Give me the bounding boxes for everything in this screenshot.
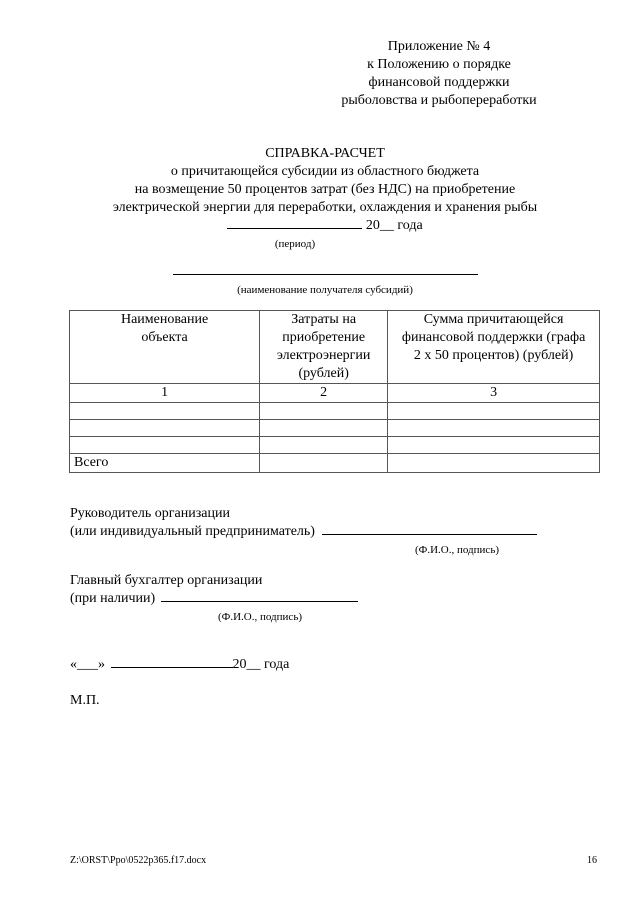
period-caption: (период) [274,238,316,250]
head-subtitle: (или индивидуальный предприниматель) [70,524,315,539]
table-cell[interactable] [388,420,600,437]
table-cell[interactable] [260,437,388,454]
accountant-signature-caption: (Ф.И.О., подпись) [218,611,302,623]
table-cell[interactable] [388,437,600,454]
head-signature-caption: (Ф.И.О., подпись) [415,544,499,556]
accountant-subtitle: (при наличии) [70,591,156,606]
date-year-suffix: 20__ года [232,657,290,672]
accountant-title: Главный бухгалтер организации [70,573,263,588]
recipient-blank[interactable] [173,274,478,275]
title-line: о причитающейся субсидии из областного бюджета [170,164,480,179]
total-label: Всего [70,454,260,473]
head-signature-block [70,505,537,559]
appendix-line: Приложение № 4 [387,39,491,54]
date-day[interactable]: «___» [70,657,105,672]
column-number: 1 [70,384,260,403]
total-row [70,454,600,473]
title-line: электрической энергии для переработки, охлаждения и хранения рыбы [112,200,538,215]
page-number: 16 [587,855,597,866]
table-row [70,403,600,420]
column-header-object: Наименование объекта [70,311,260,384]
column-number-row [70,384,600,403]
table-cell[interactable] [260,403,388,420]
recipient-row [60,263,590,281]
column-number: 3 [388,384,600,403]
table-cell[interactable] [260,420,388,437]
date-month-line[interactable] [111,667,233,668]
title-line: на возмещение 50 процентов затрат (без НДС) на приобретение [134,182,516,197]
table-cell[interactable] [70,420,260,437]
table-cell[interactable] [70,403,260,420]
head-subtitle-row [70,523,537,541]
accountant-signature-line[interactable] [161,601,358,602]
column-header-subsidy: Сумма причитающейся финансовой поддержки (графа 2 х 50 процентов) (рублей) [388,311,600,384]
accountant-subtitle-row [70,590,358,608]
table-cell[interactable] [388,403,600,420]
table-row [70,420,600,437]
total-subsidy-cell[interactable] [388,454,600,473]
subsidy-table [69,310,600,473]
date-row [70,656,289,674]
recipient-caption: (наименование получателя субсидий) [237,284,413,296]
period-suffix: 20__ года [365,218,423,233]
stamp-placeholder: М.П. [70,693,100,708]
period-blank[interactable] [227,228,362,229]
appendix-reference [289,38,589,110]
appendix-line: рыболовства и рыбопереработки [341,93,537,108]
column-number: 2 [260,384,388,403]
accountant-signature-block [70,572,358,626]
file-path: Z:\ORST\Ppo\0522p365.f17.docx [70,855,207,866]
appendix-line: финансовой поддержки [368,75,510,90]
period-row [60,217,590,235]
table-row [70,437,600,454]
table-header-row [70,311,600,384]
head-title: Руководитель организации [70,506,230,521]
head-signature-line[interactable] [322,534,537,535]
document-heading: СПРАВКА-РАСЧЕТ [265,146,385,161]
document-title-block [60,145,590,299]
appendix-line: к Положению о порядке [367,57,511,72]
column-header-costs: Затраты на приобретение электроэнергии (рублей) [260,311,388,384]
total-costs-cell[interactable] [260,454,388,473]
table-cell[interactable] [70,437,260,454]
